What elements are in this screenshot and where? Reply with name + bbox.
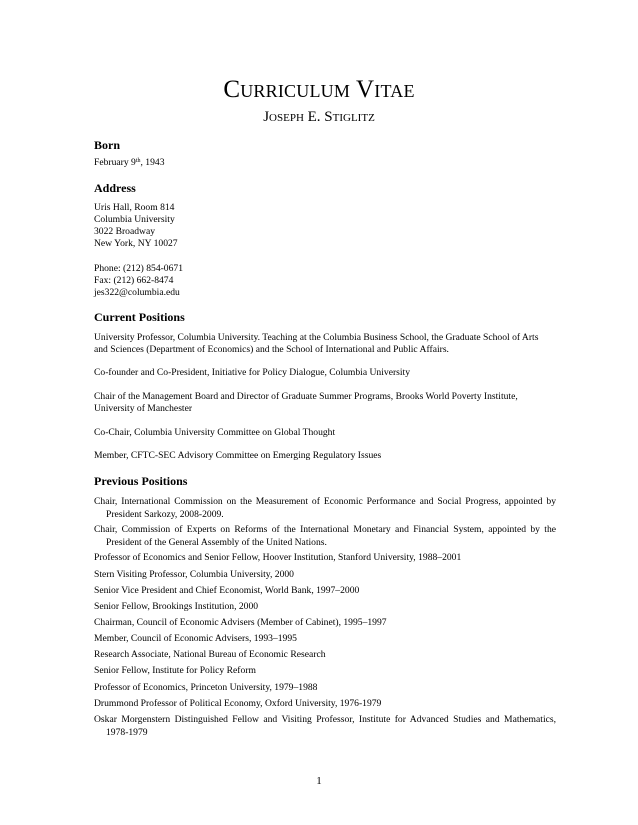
previous-position-item: Chair, Commission of Experts on Reforms of the International Monetary and Financial System, appointed by the President of the General Assembly of the United Nations.	[94, 524, 556, 548]
previous-position-item: Senior Fellow, Institute for Policy Reform	[94, 665, 256, 676]
birth-year: , 1943	[140, 157, 165, 168]
fax: Fax: (212) 662-8474	[94, 275, 174, 286]
previous-position-item: Professor of Economics and Senior Fellow, Hoover Institution, Stanford University, 1988–2001	[94, 552, 462, 563]
email: jes322@columbia.edu	[94, 287, 180, 298]
birth-day-suffix: th	[135, 158, 141, 164]
birth-date	[94, 157, 164, 169]
previous-position-item: Senior Fellow, Brookings Institution, 2000	[94, 601, 259, 612]
current-position-item: Co-founder and Co-President, Initiative for Policy Dialogue, Columbia University	[94, 367, 411, 378]
address-line: New York, NY 10027	[94, 238, 178, 249]
previous-position-item: Senior Vice President and Chief Economist, World Bank, 1997–2000	[94, 585, 360, 596]
address-line: Uris Hall, Room 814	[94, 202, 175, 213]
previous-position-item: Professor of Economics, Princeton University, 1979–1988	[94, 682, 318, 693]
current-position-item: Co-Chair, Columbia University Committee on Global Thought	[94, 427, 336, 438]
previous-position-item: Member, Council of Economic Advisers, 1993–1995	[94, 633, 297, 644]
previous-position-item: Stern Visiting Professor, Columbia University, 2000	[94, 569, 294, 580]
previous-positions-heading: Previous Positions	[94, 474, 188, 488]
previous-position-item: Drummond Professor of Political Economy, Oxford University, 1976-1979	[94, 698, 382, 709]
person-name: Joseph E. Stiglitz	[263, 109, 375, 125]
birth-month-day: February 9	[94, 157, 136, 168]
document-title: Curriculum Vitae	[223, 76, 415, 103]
page-number: 1	[316, 775, 322, 787]
address-line: Columbia University	[94, 214, 175, 225]
address-heading: Address	[94, 181, 136, 195]
previous-position-item: Chairman, Council of Economic Advisers (Member of Cabinet), 1995–1997	[94, 617, 387, 628]
phone: Phone: (212) 854-0671	[94, 263, 183, 274]
born-heading: Born	[94, 138, 121, 152]
previous-position-item: Oskar Morgenstern Distinguished Fellow and Visiting Professor, Institute for Advanced Studies and Mathematics, 1978-1979	[94, 714, 556, 738]
current-position-item: University Professor, Columbia University. Teaching at the Columbia Business School, the Graduate School of Arts and Sciences (Department of Economics) and the School of International and Public Affairs.	[94, 332, 539, 355]
current-position-item: Chair of the Management Board and Director of Graduate Summer Programs, Brooks World Poverty Institute, University of Manchester	[94, 391, 518, 414]
previous-position-item: Research Associate, National Bureau of Economic Research	[94, 649, 326, 660]
current-position-item: Member, CFTC-SEC Advisory Committee on Emerging Regulatory Issues	[94, 450, 382, 461]
address-line: 3022 Broadway	[94, 226, 156, 237]
current-positions-heading: Current Positions	[94, 310, 185, 324]
previous-position-item: Chair, International Commission on the Measurement of Economic Performance and Social Progress, appointed by President Sarkozy, 2008-2009.	[94, 496, 556, 520]
